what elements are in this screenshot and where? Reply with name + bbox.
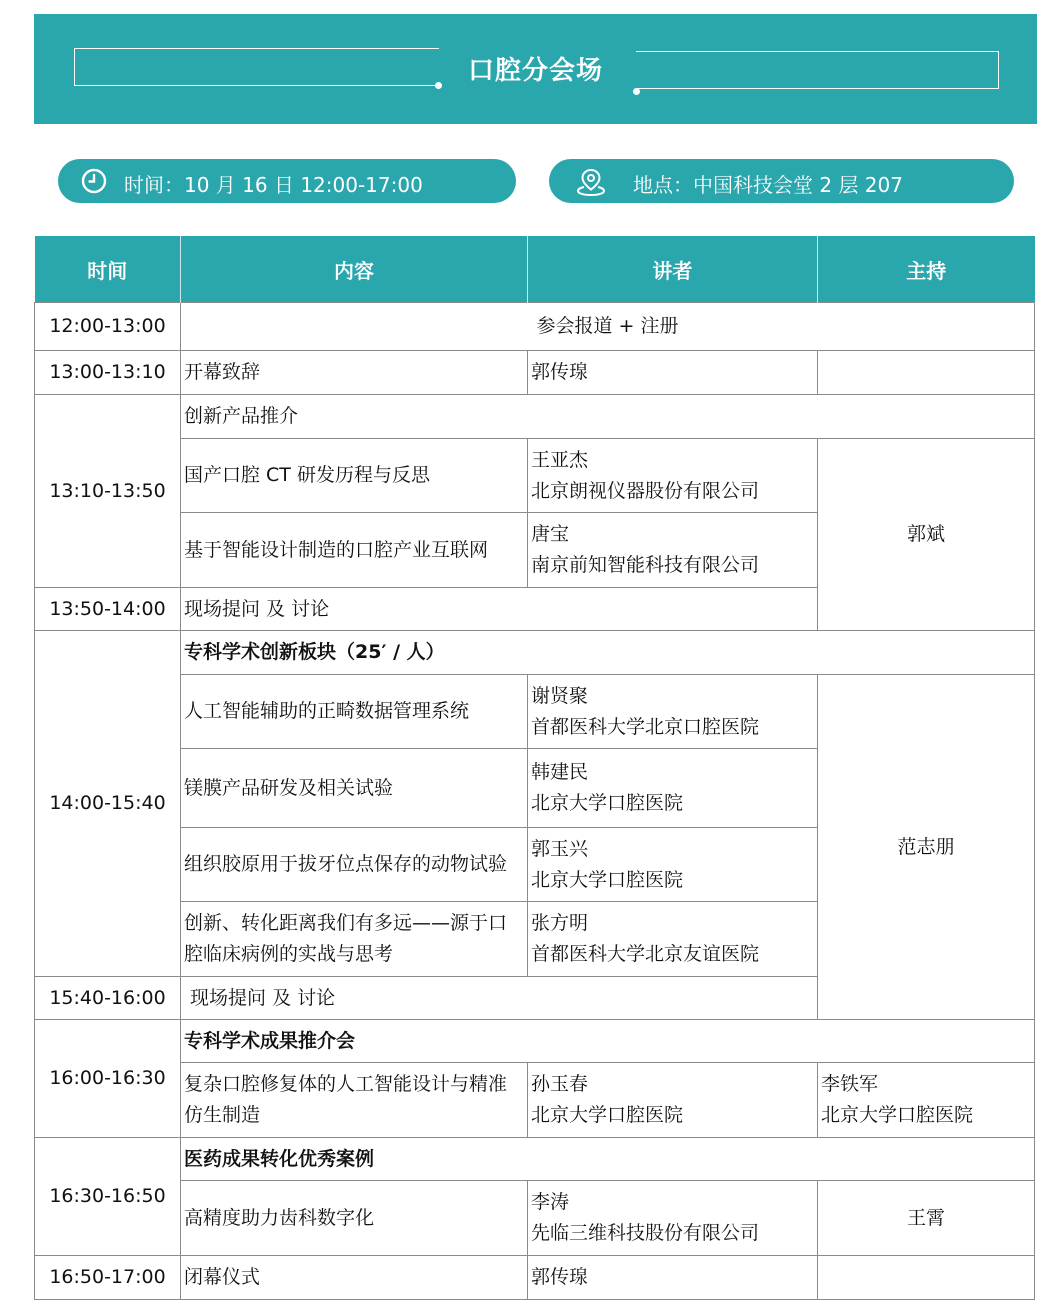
session-host: 王霄 [818, 1181, 1035, 1256]
speaker-name: 王亚杰 [531, 448, 589, 471]
talk-speaker [528, 1181, 818, 1256]
talk-title [181, 1063, 528, 1138]
speaker-affiliation: 北京大学口腔医院 [531, 868, 684, 891]
talk-title: 高精度助力齿科数字化 [181, 1181, 528, 1256]
section-title: 专科学术创新板块（25′ / 人） [181, 631, 1035, 675]
talk-speaker [528, 1063, 818, 1138]
speaker-name: 谢贤聚 [531, 684, 589, 707]
row-speaker: 郭传瑔 [528, 1256, 818, 1300]
section-title: 医药成果转化优秀案例 [181, 1138, 1035, 1181]
row-time: 13:50-14:00 [35, 588, 181, 631]
speaker-name: 孙玉春 [531, 1073, 589, 1095]
table-row [35, 1181, 1035, 1256]
row-host-empty [818, 351, 1035, 395]
page-title: 口腔分会场 [467, 56, 603, 86]
table-row [35, 1138, 1035, 1181]
talk-title: 基于智能设计制造的口腔产业互联网 [181, 513, 528, 588]
table-row [35, 1256, 1035, 1300]
table-row [35, 631, 1035, 675]
location-info-text: 地点：中国科技会堂 2 层 207 [633, 173, 903, 197]
speaker-name: 张方明 [531, 912, 589, 934]
row-time: 12:00-13:00 [35, 303, 181, 351]
header-host: 主持 [818, 236, 1035, 303]
talk-title [181, 902, 528, 977]
row-time: 13:00-13:10 [35, 351, 181, 395]
table-header-row [35, 236, 1035, 303]
session-host: 范志朋 [818, 675, 1035, 1020]
talk-title-line: 创新、转化距离我们有多远——源于口 [184, 912, 508, 934]
talk-title-line: 仿生制造 [184, 1104, 261, 1126]
row-content: 现场提问 及 讨论 [181, 588, 818, 631]
row-host-empty [818, 1256, 1035, 1300]
header-time: 时间 [35, 236, 181, 303]
speaker-affiliation: 北京朗视仪器股份有限公司 [531, 479, 760, 502]
speaker-affiliation: 北京大学口腔医院 [531, 792, 684, 814]
banner-dot-right [633, 88, 640, 95]
host-affiliation: 北京大学口腔医院 [821, 1104, 974, 1126]
talk-title-line: 腔临床病例的实战与思考 [184, 943, 394, 965]
row-time: 16:30-16:50 [35, 1138, 181, 1256]
table-row [35, 675, 1035, 749]
talk-title: 镁膜产品研发及相关试验 [181, 749, 528, 828]
talk-title-line: 复杂口腔修复体的人工智能设计与精准 [184, 1073, 508, 1095]
registration-cell: 参会报道 + 注册 [181, 303, 1035, 351]
speaker-affiliation: 首都医科大学北京口腔医院 [531, 715, 760, 738]
talk-speaker [528, 675, 818, 749]
speaker-affiliation: 北京大学口腔医院 [531, 1104, 684, 1126]
session-host: 郭斌 [818, 439, 1035, 631]
row-time: 16:50-17:00 [35, 1256, 181, 1300]
table-row [35, 439, 1035, 513]
section-title: 创新产品推介 [181, 395, 1035, 439]
talk-speaker [528, 439, 818, 513]
row-time: 15:40-16:00 [35, 977, 181, 1020]
row-speaker: 郭传瑔 [528, 351, 818, 395]
talk-speaker [528, 828, 818, 902]
table-row [35, 1063, 1035, 1138]
row-time: 16:00-16:30 [35, 1020, 181, 1138]
row-content: 闭幕仪式 [181, 1256, 528, 1300]
table-row [35, 351, 1035, 395]
time-info-pill [58, 159, 516, 203]
talk-title: 国产口腔 CT 研发历程与反思 [181, 439, 528, 513]
speaker-affiliation: 先临三维科技股份有限公司 [531, 1222, 760, 1244]
table-row [35, 1020, 1035, 1063]
table-row [35, 395, 1035, 439]
speaker-name: 李涛 [531, 1191, 570, 1213]
header-content: 内容 [181, 236, 528, 303]
talk-speaker [528, 749, 818, 828]
talk-title: 人工智能辅助的正畸数据管理系统 [181, 675, 528, 749]
title-banner [34, 14, 1037, 124]
host-name: 李铁军 [821, 1073, 879, 1095]
speaker-affiliation: 首都医科大学北京友谊医院 [531, 943, 760, 965]
table-row [35, 303, 1035, 351]
time-info-text: 时间：10 月 16 日 12:00-17:00 [124, 173, 423, 197]
session-host [818, 1063, 1035, 1138]
row-time: 14:00-15:40 [35, 631, 181, 977]
row-content: 现场提问 及 讨论 [181, 977, 818, 1020]
location-info-pill [549, 159, 1014, 203]
talk-title: 组织胶原用于拔牙位点保存的动物试验 [181, 828, 528, 902]
row-content: 开幕致辞 [181, 351, 528, 395]
talk-speaker [528, 513, 818, 588]
talk-speaker [528, 902, 818, 977]
location-pin-icon [575, 167, 607, 202]
speaker-name: 郭玉兴 [531, 837, 589, 860]
speaker-name: 韩建民 [531, 761, 589, 783]
clock-icon [80, 167, 108, 200]
section-title: 专科学术成果推介会 [181, 1020, 1035, 1063]
speaker-affiliation: 南京前知智能科技有限公司 [531, 554, 760, 576]
row-time: 13:10-13:50 [35, 395, 181, 588]
speaker-name: 唐宝 [531, 523, 570, 545]
schedule-table [34, 236, 1035, 1300]
header-speaker: 讲者 [528, 236, 818, 303]
